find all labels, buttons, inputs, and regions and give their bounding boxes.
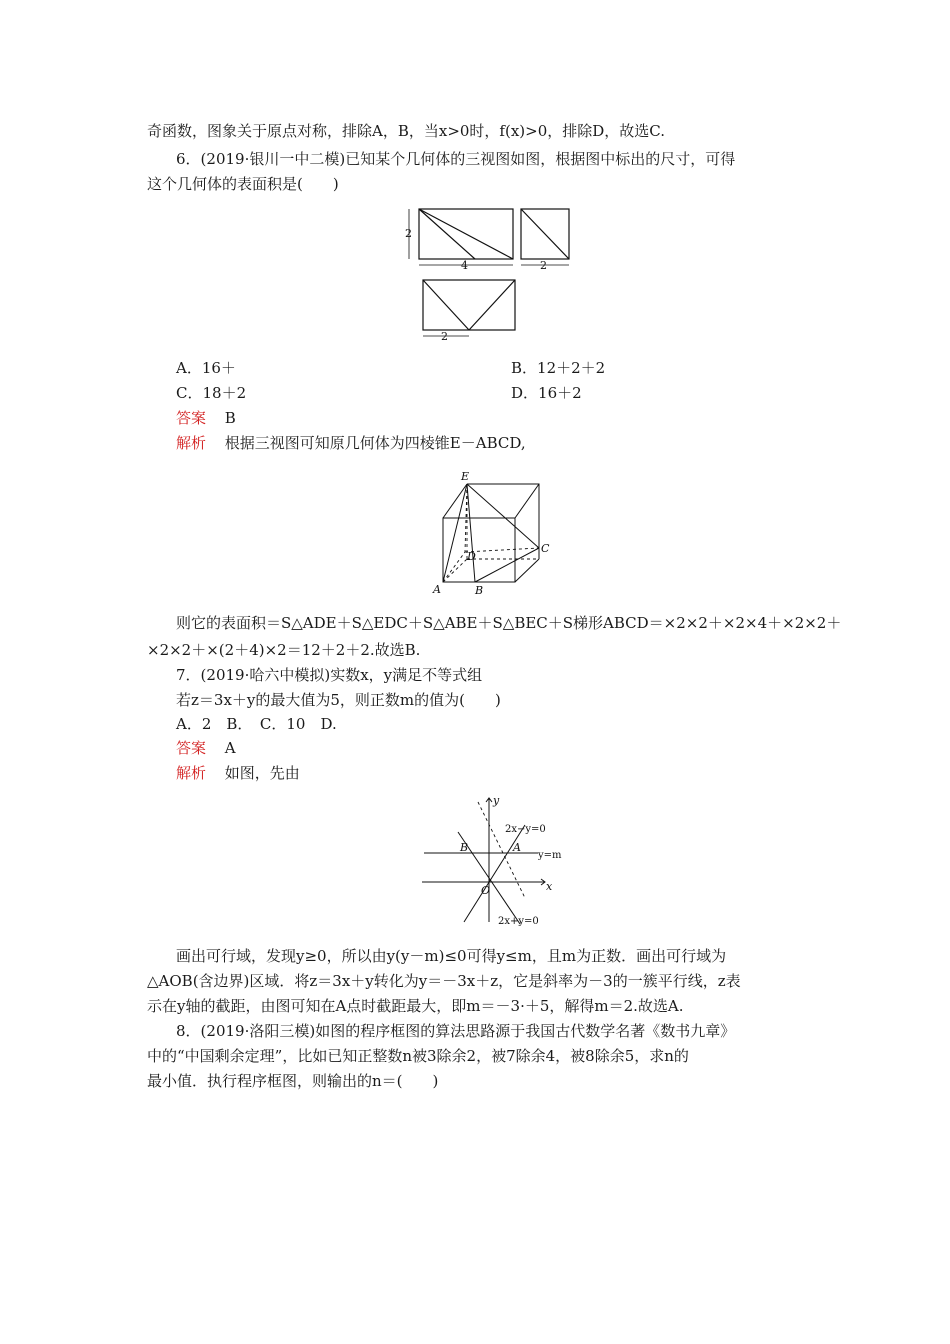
q7-solution — [176, 763, 300, 783]
front-view — [409, 209, 513, 265]
q6-area-line2: ×2×2＋×(2＋4)×2＝12＋2＋2.故选B. — [147, 641, 421, 659]
answer-label: 答案 — [176, 739, 207, 757]
question-7-stem-cont: 若z＝3x＋y的最大值为5，则正数m的值为( ) — [176, 691, 501, 709]
q6-area-line1: 则它的表面积＝S△ADE＋S△EDC＋S△ABE＋S△BEC＋S梯形ABCD＝×2×2＋×2×4＋×2×2＋ — [176, 614, 842, 632]
label-E: E — [461, 470, 470, 483]
front-height-label: 2 — [405, 227, 412, 240]
region-figure — [420, 790, 570, 930]
q7-options: A．2 B． C．10 D. — [176, 715, 337, 733]
solution-text: 根据三视图可知原几何体为四棱锥E－ABCD, — [224, 434, 526, 452]
side-view — [521, 209, 569, 265]
label-B: B — [475, 584, 484, 597]
answer-label: 答案 — [176, 409, 207, 427]
side-width-label: 2 — [540, 259, 547, 272]
label-A: A — [433, 583, 441, 596]
solution-text: 如图，先由 — [224, 764, 300, 782]
top-view — [423, 280, 515, 336]
origin-label: O — [481, 884, 491, 897]
q6-option-d: D．16＋2 — [511, 384, 582, 402]
line1-label: 2x−y=0 — [505, 824, 546, 835]
q6-solution — [176, 433, 526, 453]
point-A-label: A — [513, 841, 521, 854]
q7-sol-para3: 示在y轴的截距，由图可知在A点时截距最大，即m＝－3·＋5，解得m＝2.故选A. — [147, 997, 684, 1015]
line3-label: 2x+y=0 — [498, 916, 539, 927]
q6-option-b: B．12＋2＋2 — [511, 359, 606, 377]
y-axis-label: y — [493, 794, 500, 807]
q6-option-a: A．16＋ — [176, 359, 236, 377]
point-B-label: B — [460, 841, 469, 854]
question-7-stem: 7．(2019·哈六中模拟)实数x，y满足不等式组 — [176, 666, 483, 684]
line2-label: y=m — [538, 850, 562, 861]
q7-sol-para2: △AOB(含边界)区域．将z＝3x＋y转化为y＝－3x＋z，它是斜率为－3的一簇平行线，z表 — [147, 972, 741, 990]
q7-sol-para1: 画出可行域，发现y≥0，所以由y(y－m)≤0可得y≤m，且m为正数．画出可行域为 — [176, 947, 727, 965]
three-view-figure — [405, 205, 575, 345]
answer-value: B — [224, 409, 236, 427]
label-C: C — [541, 542, 550, 555]
answer-value: A — [224, 739, 236, 757]
q7-answer — [176, 738, 236, 758]
question-6-stem-cont: 这个几何体的表面积是( ) — [147, 175, 339, 193]
question-8-stem-end: 最小值．执行程序框图，则输出的n＝( ) — [147, 1072, 439, 1090]
solution-label: 解析 — [176, 434, 207, 452]
x-axis-label: x — [546, 880, 553, 893]
top-width-label: 2 — [441, 330, 448, 343]
line-2x-minus-y — [464, 825, 525, 922]
label-D: D — [467, 550, 476, 563]
front-width-label: 4 — [461, 259, 468, 272]
question-6-stem: 6．(2019·银川一中二模)已知某个几何体的三视图如图，根据图中标出的尺寸，可得 — [176, 150, 736, 168]
solution-label: 解析 — [176, 764, 207, 782]
q6-option-c: C．18＋2 — [176, 384, 247, 402]
q6-answer — [176, 408, 236, 428]
question-8-stem-cont: 中的“中国剩余定理”，比如已知正整数n被3除余2，被7除余4，被8除余5，求n的 — [147, 1047, 689, 1065]
question-8-stem: 8．(2019·洛阳三模)如图的程序框图的算法思路源于我国古代数学名著《数书九章》 — [176, 1022, 736, 1040]
text-line-continuation: 奇函数，图象关于原点对称，排除A，B，当x>0时，f(x)>0，排除D，故选C. — [147, 122, 665, 140]
pyramid-figure — [425, 466, 555, 596]
